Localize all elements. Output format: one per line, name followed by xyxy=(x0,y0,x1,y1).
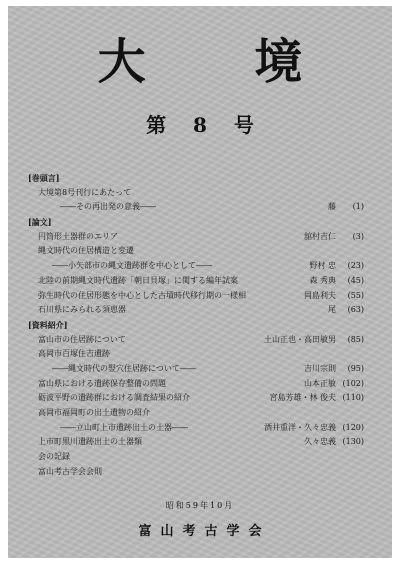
toc-entry-author: 酒井重洋・久々忠義 xyxy=(264,422,336,432)
toc-entry-page: (102) xyxy=(342,378,364,388)
toc-section-heading xyxy=(28,215,364,230)
toc-entry-title: 弥生時代の住居形態を中心とした古墳時代移行期の一様相 xyxy=(38,290,246,300)
toc-entry-title: ――その再出発の意義―― xyxy=(60,202,156,212)
toc-section-heading xyxy=(28,318,364,333)
toc-entry-title: 高岡市百塚住吉遺跡 xyxy=(38,349,110,359)
toc-entry-author: 吉川宗則 xyxy=(304,363,336,373)
toc-entry-title: 会の記録 xyxy=(38,452,70,462)
toc-entry xyxy=(28,303,364,318)
toc-entry-page: (95) xyxy=(347,363,364,373)
toc-entry-author: 尾 xyxy=(328,305,336,315)
toc-entry xyxy=(28,450,364,465)
table-of-contents xyxy=(28,171,364,479)
toc-entry-author: 宮島芳雄・林 俊夫 xyxy=(269,393,336,403)
toc-entry xyxy=(28,465,364,480)
toc-entry-author: 舘村吉仁 xyxy=(304,231,336,241)
toc-entry xyxy=(28,435,364,450)
issue-number: 第 8 号 xyxy=(146,113,264,137)
toc-entry-author: 森 秀典 xyxy=(309,275,336,285)
toc-entry-title: 富山考古学会会則 xyxy=(38,466,102,476)
toc-entry-author: 土山正也・高田敏男 xyxy=(264,334,336,344)
toc-entry-title: 上市町黒川遺跡出土の土器類 xyxy=(38,437,142,447)
journal-title: 大 境 xyxy=(97,34,349,90)
toc-entry xyxy=(28,186,364,201)
toc-entry-page: (130) xyxy=(342,437,364,447)
toc-entry xyxy=(28,406,364,421)
toc-entry-author: 野村 忠 xyxy=(309,261,336,271)
toc-entry-page: (85) xyxy=(347,334,364,344)
toc-entry-author: 久々忠義 xyxy=(304,437,336,447)
toc-entry-title: 富山県における遺跡保存整備の問題 xyxy=(38,378,166,388)
toc-entry-title: [論文] xyxy=(28,217,52,228)
toc-entry-title: ――縄文時代の竪穴住居跡について―― xyxy=(52,363,196,373)
toc-entry-title: 砺波平野の遺跡群における調査結果の紹介 xyxy=(38,393,190,403)
toc-entry-title: 大境第8号刊行にあたって xyxy=(38,187,132,197)
toc-entry xyxy=(28,347,364,362)
toc-entry xyxy=(28,289,364,304)
toc-entry xyxy=(28,259,364,274)
toc-entry xyxy=(28,274,364,289)
toc-entry xyxy=(28,200,364,215)
toc-entry-page: (120) xyxy=(342,422,364,432)
toc-entry xyxy=(28,230,364,245)
publisher-name: 富山考古学会 xyxy=(138,524,271,539)
toc-entry-title: [巻頭言] xyxy=(28,173,60,183)
toc-entry xyxy=(28,362,364,377)
toc-entry-title: 石川県にみられる須恵器 xyxy=(38,305,126,315)
toc-entry xyxy=(28,377,364,392)
journal-cover xyxy=(8,6,392,558)
toc-entry-title: [資料紹介] xyxy=(28,319,68,330)
toc-entry-page: (23) xyxy=(347,261,364,271)
toc-entry-page: (63) xyxy=(347,305,364,315)
toc-entry-title: ――立山町上市遺跡出土の土器―― xyxy=(60,422,188,432)
toc-entry-page: (1) xyxy=(352,202,364,212)
toc-entry xyxy=(28,333,364,348)
toc-entry-author: 岡島利夫 xyxy=(304,290,336,300)
toc-entry-page: (110) xyxy=(342,393,364,403)
toc-entry xyxy=(28,421,364,436)
toc-entry-author: 山本正敏 xyxy=(304,378,336,388)
toc-entry-title: 縄文時代の住居構造と変遷 xyxy=(38,246,134,256)
toc-entry-title: 富山市の住居跡について xyxy=(38,334,126,344)
toc-entry-page: (3) xyxy=(352,231,364,241)
toc-section-heading xyxy=(28,171,364,186)
toc-entry-author: 藤 xyxy=(328,202,336,212)
publication-date: 昭和59年10月 xyxy=(165,501,235,510)
toc-entry-page: (55) xyxy=(347,290,364,300)
toc-entry-title: ――小矢部市の縄文遺跡群を中心として―― xyxy=(52,261,212,271)
toc-entry-title: 北陸の前期縄文時代遺跡「朝日貝塚」に関する編年試案 xyxy=(38,275,238,285)
toc-entry xyxy=(28,244,364,259)
toc-entry-title: 高岡市福岡町の出土遺物の紹介 xyxy=(38,408,150,417)
toc-entry-page: (45) xyxy=(347,275,364,285)
toc-entry-title: 円筒形土器群のエリア xyxy=(38,231,118,241)
toc-entry xyxy=(28,391,364,406)
